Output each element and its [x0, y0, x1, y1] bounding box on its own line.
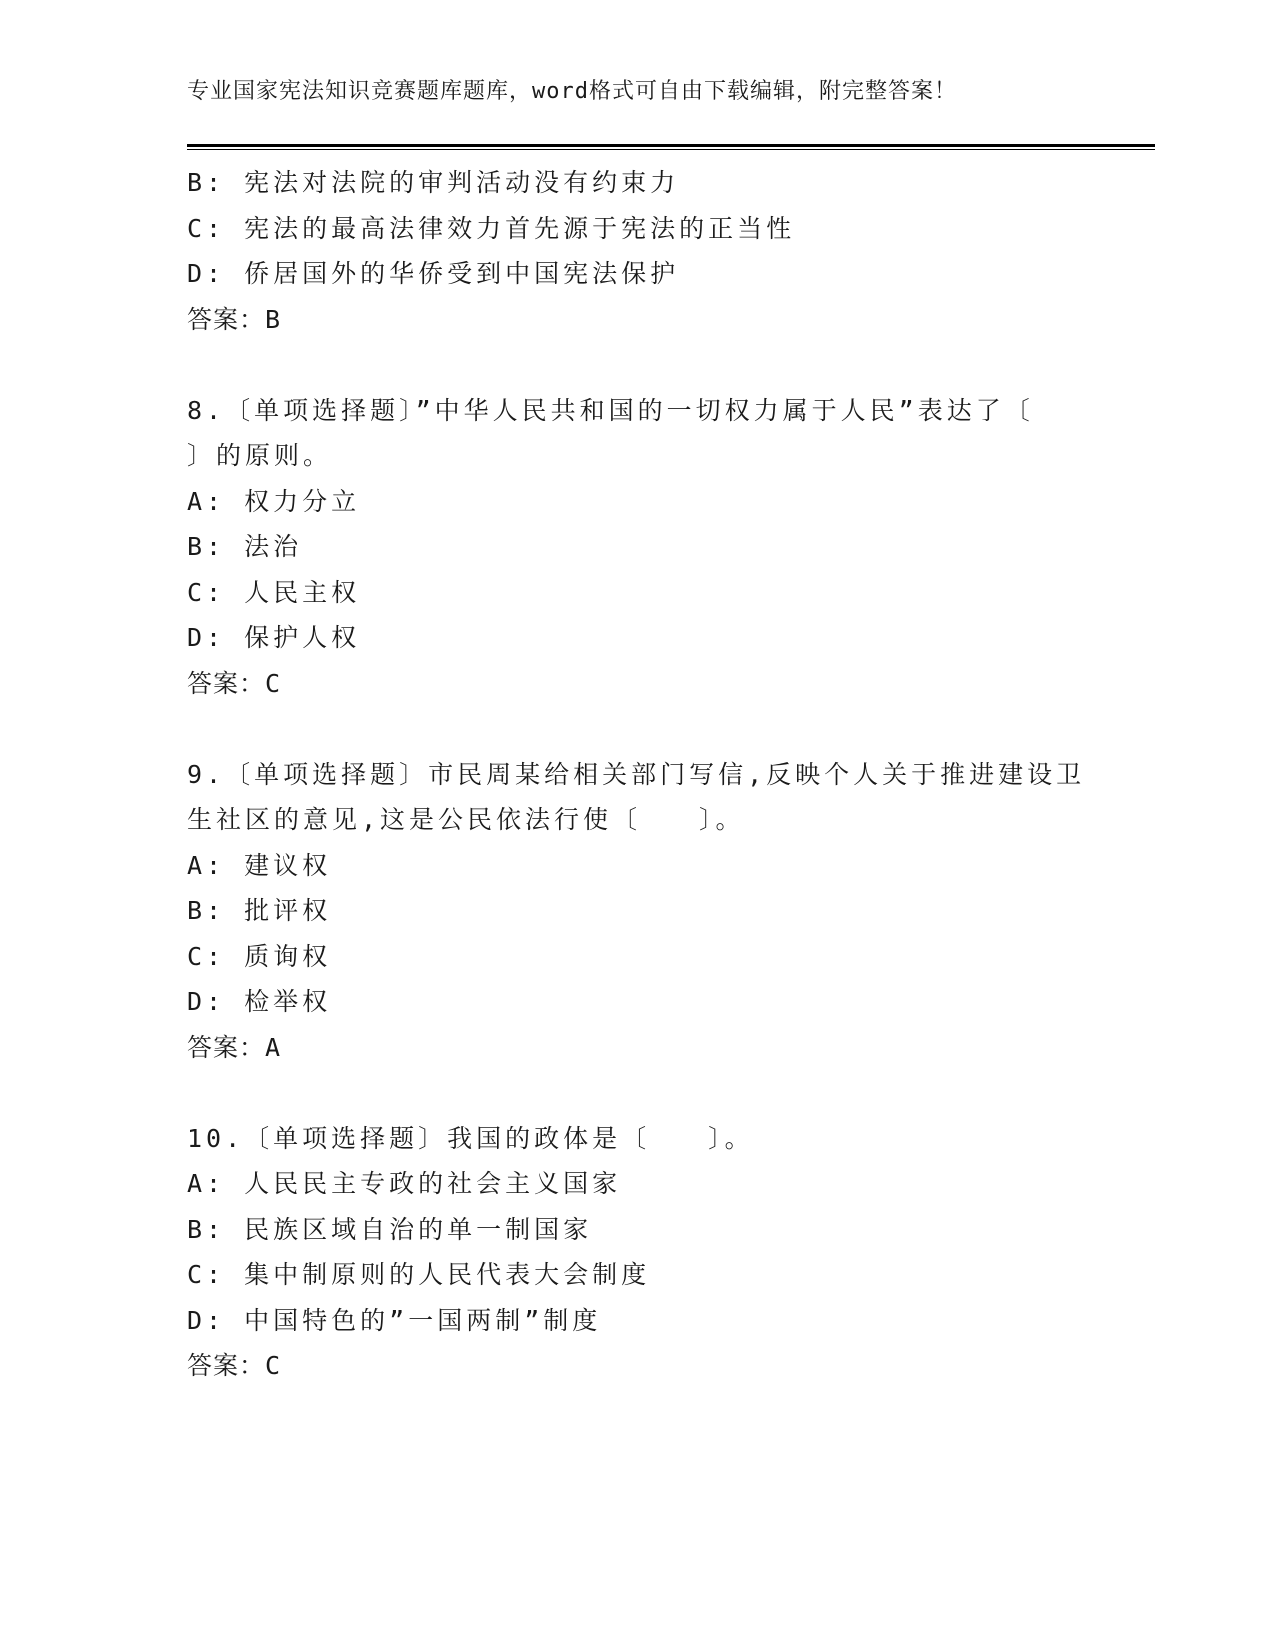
answer-line [187, 297, 1087, 343]
option-d: D: 保护人权 [187, 623, 361, 652]
option-b: B: 批评权 [187, 896, 332, 925]
question-stem-line: 9.〔单项选择题〕市民周某给相关部门写信,反映个人关于推进建设卫 [187, 759, 1086, 789]
answer-value: C [265, 1351, 282, 1380]
answer-line [187, 1343, 1087, 1389]
question-10 [187, 1116, 1087, 1389]
header-divider [187, 144, 1155, 150]
option-a: A: 建议权 [187, 850, 332, 880]
option-b: B: 宪法对法院的审判活动没有约束力 [187, 168, 680, 197]
option-c: C: 集中制原则的人民代表大会制度 [187, 1260, 651, 1289]
question-stem-line: 8.〔单项选择题〕”中华人民共和国的一切权力属于人民”表达了〔 [187, 395, 1034, 425]
option-b: B: 民族区域自治的单一制国家 [187, 1214, 593, 1244]
question-7-continuation [187, 160, 1087, 342]
page-header: 专业国家宪法知识竞赛题库题库，word格式可自由下载编辑，附完整答案！ [187, 79, 957, 104]
option-d: D: 中国特色的”一国两制”制度 [187, 1305, 602, 1335]
answer-line [187, 661, 1087, 707]
answer-line [187, 1025, 1087, 1071]
option-c: C: 人民主权 [187, 577, 361, 607]
answer-value: A [265, 1032, 282, 1062]
answer-label: 答案： [187, 668, 266, 698]
option-d: D: 侨居国外的华侨受到中国宪法保护 [187, 259, 680, 288]
question-9 [187, 752, 1087, 1071]
answer-label: 答案： [187, 1032, 266, 1062]
answer-label: 答案： [187, 304, 266, 334]
option-a: A: 人民民主专政的社会主义国家 [187, 1169, 622, 1198]
question-8 [187, 388, 1087, 707]
question-stem-line: 生社区的意见,这是公民依法行使〔 〕。 [187, 805, 745, 834]
document-body [187, 160, 1087, 1389]
question-stem-line: 〕的原则。 [187, 441, 333, 470]
option-a: A: 权力分立 [187, 486, 361, 516]
answer-value: B [265, 304, 282, 334]
option-d: D: 检举权 [187, 987, 332, 1016]
question-stem-line: 10.〔单项选择题〕我国的政体是〔 〕。 [187, 1123, 754, 1153]
answer-value: C [265, 668, 282, 698]
option-c: C: 宪法的最高法律效力首先源于宪法的正当性 [187, 213, 796, 243]
option-b: B: 法治 [187, 532, 303, 561]
option-c: C: 质询权 [187, 941, 332, 971]
answer-label: 答案： [187, 1351, 266, 1380]
